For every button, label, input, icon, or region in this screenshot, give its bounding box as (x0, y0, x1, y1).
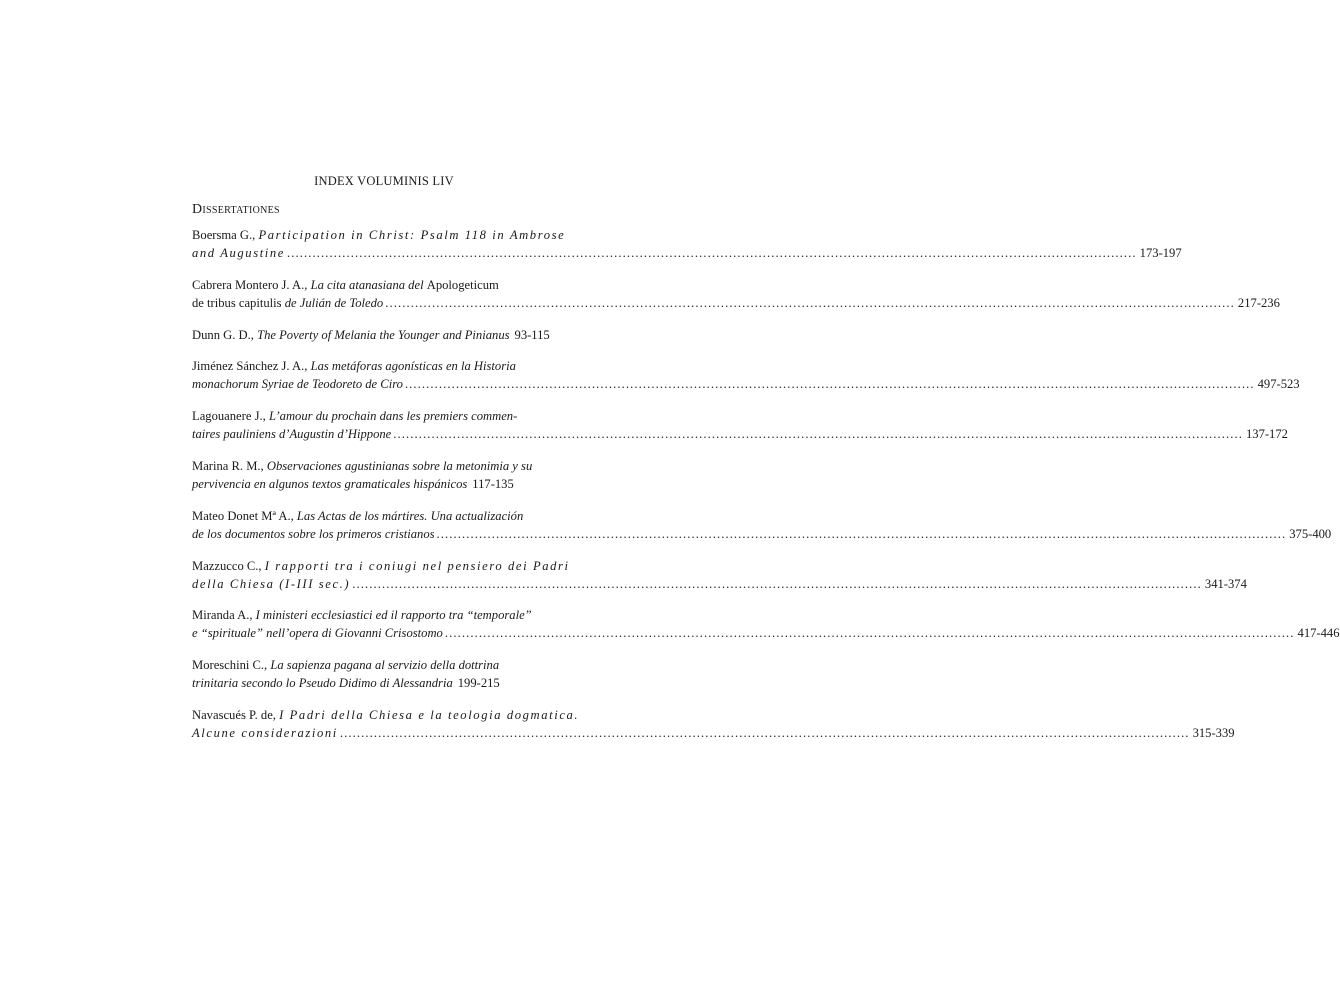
entry-line (192, 475, 514, 493)
dot-leader: ........................................................................................................................................................................................................ (393, 427, 1243, 442)
entry-text: Apologeticum (426, 277, 499, 292)
page-range: 341-374 (1204, 576, 1247, 591)
entry-line (192, 276, 499, 294)
page-range: 137-172 (1245, 427, 1288, 442)
entry-text: Lagouanere J., (192, 409, 269, 424)
entry-text: trinitaria secondo lo Pseudo Didimo di Alessandria (192, 676, 453, 691)
index-entry (192, 357, 1300, 393)
entry-text: Miranda A., (192, 608, 256, 623)
section-heading: Dissertationes (192, 202, 280, 217)
entry-text: L’amour du prochain dans les premiers commen- (268, 409, 518, 424)
page-range: 217-236 (1237, 295, 1280, 310)
entry-line (192, 674, 500, 692)
entry-line (192, 525, 1332, 543)
dot-leader: ........................................................................................................................................................................................................ (385, 295, 1235, 310)
entry-line (192, 606, 532, 624)
entry-line (192, 624, 1340, 642)
dot-leader: ........................................................................................................................................................................................................ (404, 377, 1255, 392)
entry-text: I rapporti tra i coniugi nel pensiero dei Padri (264, 558, 570, 573)
entry-text: La cita atanasiana del (310, 277, 427, 292)
entry-text: de tribus capitulis (192, 295, 285, 310)
entry-line (192, 326, 550, 344)
entry-line (192, 557, 570, 575)
entry-text: La sapienza pagana al servizio della dottrina (270, 658, 500, 673)
entry-line (192, 407, 518, 425)
entry-line (192, 294, 1280, 312)
entry-line (192, 425, 1288, 443)
dot-leader: ........................................................................................................................................................................................................ (352, 576, 1202, 591)
entry-text: Moreschini C., (192, 658, 271, 673)
entry-line (192, 507, 524, 525)
entry-text: Dunn G. D., (192, 327, 258, 342)
entry-text: Cabrera Montero J. A., (192, 277, 311, 292)
entry-text: de los documentos sobre los primeros cristianos (192, 526, 435, 541)
entry-text: Las Actas de los mártires. Una actualización (296, 508, 524, 523)
entry-line (192, 656, 500, 674)
entry-text: I Padri della Chiesa e la teologia dogmatica. (279, 707, 580, 722)
entry-line (192, 706, 580, 724)
page-range: 375-400 (1289, 526, 1332, 541)
page-range: 117-135 (472, 476, 514, 491)
entry-line (192, 244, 1182, 262)
entry-text: Jiménez Sánchez J. A., (192, 359, 311, 374)
index-entry (192, 226, 1182, 262)
dot-leader: ........................................................................................................................................................................................................ (444, 626, 1295, 641)
entry-text: Navascués P. de, (192, 707, 280, 722)
entry-text: I ministeri ecclesiastici ed il rapporto tra “temporale” (255, 608, 532, 623)
entry-text: pervivencia en algunos textos gramaticales hispánicos (192, 476, 468, 491)
entries-list (192, 226, 1340, 756)
index-entry (192, 276, 1280, 312)
index-title: INDEX VOLUMINIS LIV (314, 174, 454, 188)
dot-leader: ........................................................................................................................................................................................................ (436, 526, 1287, 541)
page-range: 199-215 (457, 676, 500, 691)
entry-text: della Chiesa (I-III sec.) (192, 576, 351, 591)
index-entry (192, 656, 500, 692)
entry-line (192, 226, 566, 244)
index-entry (192, 606, 1340, 642)
entry-text: de Julián de Toledo (284, 295, 384, 310)
dot-leader: ........................................................................................................................................................................................................ (339, 725, 1190, 740)
entry-line (192, 457, 533, 475)
index-entry (192, 457, 533, 493)
entry-text: Boersma G., (192, 228, 259, 242)
dot-leader: ........................................................................................................................................................................................................ (286, 246, 1137, 260)
entry-line (192, 575, 1247, 593)
page-range: 497-523 (1257, 377, 1300, 392)
index-entry (192, 706, 1235, 742)
page-range: 93-115 (514, 327, 550, 342)
entry-text: Observaciones agustinianas sobre la metonimia y su (266, 458, 533, 473)
entry-text: taires pauliniens d’Augustin d’Hippone (192, 427, 392, 442)
entry-text: Alcune considerazioni (192, 725, 338, 740)
index-entry (192, 407, 1288, 443)
entry-line (192, 375, 1300, 393)
page-range: 417-446 (1297, 626, 1340, 641)
entry-text: The Poverty of Melania the Younger and Pinianus (257, 327, 510, 342)
entry-text: Participation in Christ: Psalm 118 in Ambrose (258, 228, 566, 242)
entry-text: Mazzucco C., (192, 558, 265, 573)
entry-line (192, 724, 1235, 742)
page-range: 315-339 (1192, 725, 1235, 740)
entry-text: and Augustine (192, 246, 285, 260)
page-range: 173-197 (1139, 246, 1182, 260)
entry-text: monachorum Syriae de Teodoreto de Ciro (192, 377, 403, 392)
entry-text: e “spirituale” nell’opera di Giovanni Crisostomo (192, 626, 443, 641)
entry-text: Las metáforas agonísticas en la Historia (310, 359, 516, 374)
entry-text: Marina R. M., (192, 458, 267, 473)
index-entry (192, 507, 1332, 543)
entry-text: Mateo Donet Mª A., (192, 508, 297, 523)
index-entry (192, 326, 550, 344)
entry-line (192, 357, 516, 375)
index-entry (192, 557, 1247, 593)
